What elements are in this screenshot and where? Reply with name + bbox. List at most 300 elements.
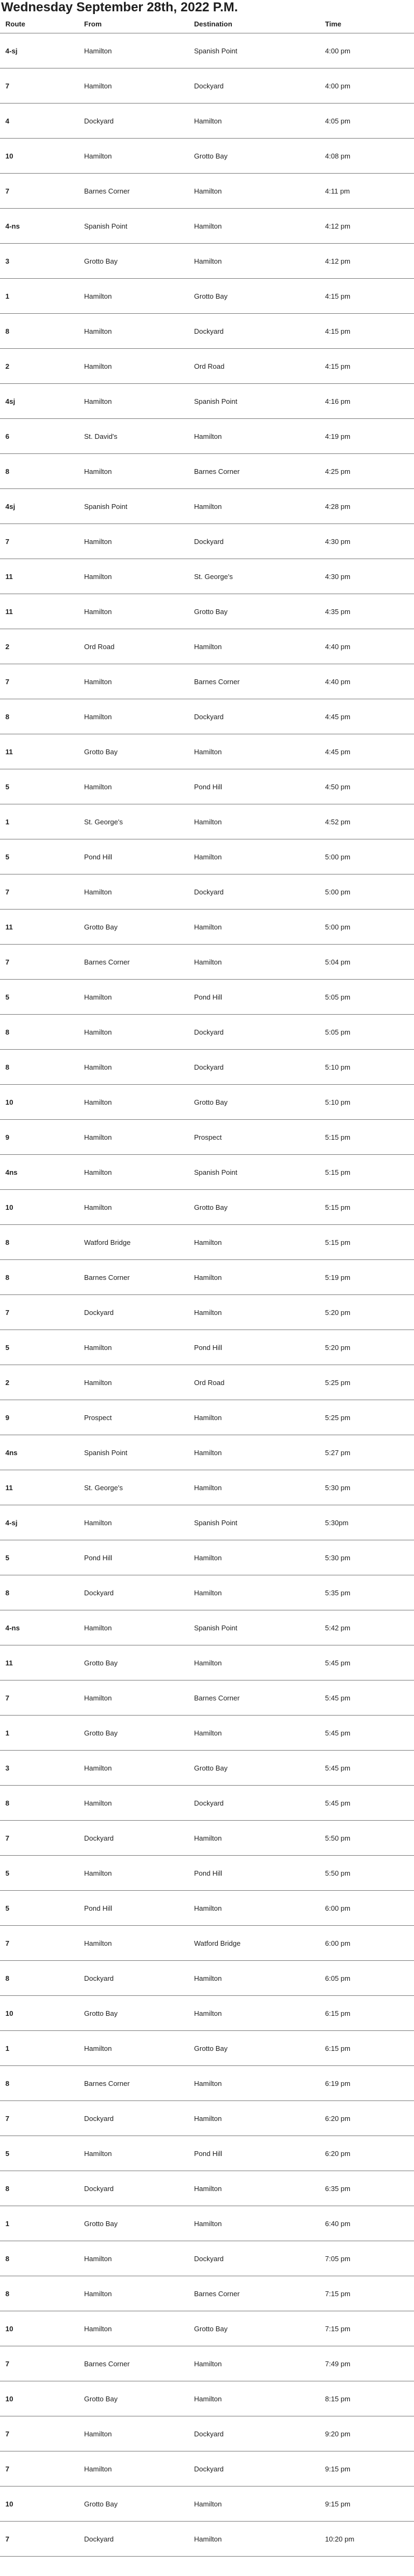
table-row xyxy=(0,1330,414,1365)
time-cell: 4:25 pm xyxy=(320,454,414,489)
time-cell: 4:00 pm xyxy=(320,33,414,68)
destination-cell: Grotto Bay xyxy=(189,139,320,174)
from-cell: Hamilton xyxy=(79,454,189,489)
time-cell: 4:15 pm xyxy=(320,314,414,349)
from-cell: Hamilton xyxy=(79,2276,189,2311)
table-row xyxy=(0,139,414,174)
table-row xyxy=(0,1821,414,1856)
from-cell: Hamilton xyxy=(79,2416,189,2451)
from-cell: Pond Hill xyxy=(79,1891,189,1926)
from-cell: Hamilton xyxy=(79,559,189,594)
time-cell: 9:20 pm xyxy=(320,2416,414,2451)
destination-cell: Grotto Bay xyxy=(189,1190,320,1225)
destination-cell: Hamilton xyxy=(189,419,320,454)
time-cell: 5:25 pm xyxy=(320,1365,414,1400)
route-cell: 7 xyxy=(0,945,79,980)
from-cell: Hamilton xyxy=(79,769,189,804)
time-cell: 5:50 pm xyxy=(320,1856,414,1891)
destination-cell: Dockyard xyxy=(189,1786,320,1821)
route-cell: 4 xyxy=(0,104,79,139)
from-cell: Hamilton xyxy=(79,874,189,910)
table-row xyxy=(0,945,414,980)
table-row xyxy=(0,419,414,454)
table-row xyxy=(0,804,414,839)
destination-cell: Dockyard xyxy=(189,2416,320,2451)
time-cell: 5:42 pm xyxy=(320,1610,414,1645)
table-row xyxy=(0,454,414,489)
table-row xyxy=(0,1891,414,1926)
route-cell: 5 xyxy=(0,839,79,874)
table-row xyxy=(0,559,414,594)
route-cell: 8 xyxy=(0,1961,79,1996)
table-row xyxy=(0,2171,414,2206)
route-cell: 7 xyxy=(0,1926,79,1961)
destination-cell: Pond Hill xyxy=(189,980,320,1015)
table-row xyxy=(0,349,414,384)
route-cell: 4ns xyxy=(0,1155,79,1190)
destination-cell: Spanish Point xyxy=(189,33,320,68)
table-row xyxy=(0,1225,414,1260)
route-cell: 7 xyxy=(0,2416,79,2451)
from-cell: Spanish Point xyxy=(79,489,189,524)
table-row xyxy=(0,1575,414,1610)
route-cell: 1 xyxy=(0,1716,79,1751)
from-cell: Hamilton xyxy=(79,2136,189,2171)
route-cell: 4-ns xyxy=(0,1610,79,1645)
destination-cell: Hamilton xyxy=(189,209,320,244)
route-cell: 4sj xyxy=(0,489,79,524)
route-cell: 10 xyxy=(0,2311,79,2346)
route-cell: 9 xyxy=(0,1400,79,1435)
destination-cell: Spanish Point xyxy=(189,1610,320,1645)
table-row xyxy=(0,1926,414,1961)
time-cell: 5:19 pm xyxy=(320,1260,414,1295)
route-cell: 7 xyxy=(0,2451,79,2487)
from-cell: Hamilton xyxy=(79,1926,189,1961)
table-row xyxy=(0,33,414,68)
route-cell: 11 xyxy=(0,734,79,769)
from-cell: Ord Road xyxy=(79,629,189,664)
time-cell: 5:10 pm xyxy=(320,1050,414,1085)
route-cell: 1 xyxy=(0,2031,79,2066)
from-cell: Hamilton xyxy=(79,1015,189,1050)
destination-cell: Hamilton xyxy=(189,629,320,664)
table-row xyxy=(0,1470,414,1505)
from-cell: Hamilton xyxy=(79,1050,189,1085)
destination-cell: Hamilton xyxy=(189,2101,320,2136)
table-row xyxy=(0,1505,414,1540)
table-row xyxy=(0,769,414,804)
destination-cell: Pond Hill xyxy=(189,1330,320,1365)
from-cell: Hamilton xyxy=(79,33,189,68)
page-title: Wednesday September 28th, 2022 P.M. xyxy=(1,0,238,15)
table-row xyxy=(0,1260,414,1295)
time-cell: 6:15 pm xyxy=(320,1996,414,2031)
from-cell: Grotto Bay xyxy=(79,1716,189,1751)
from-cell: Grotto Bay xyxy=(79,910,189,945)
from-cell: Pond Hill xyxy=(79,1540,189,1575)
table-row xyxy=(0,1716,414,1751)
from-cell: St. George's xyxy=(79,1470,189,1505)
from-cell: Dockyard xyxy=(79,2101,189,2136)
time-cell: 6:20 pm xyxy=(320,2101,414,2136)
from-cell: Grotto Bay xyxy=(79,2206,189,2241)
destination-cell: Dockyard xyxy=(189,699,320,734)
table-row xyxy=(0,2487,414,2522)
time-cell: 5:00 pm xyxy=(320,874,414,910)
time-cell: 4:05 pm xyxy=(320,104,414,139)
from-cell: Hamilton xyxy=(79,68,189,104)
destination-cell: Hamilton xyxy=(189,1575,320,1610)
table-row xyxy=(0,594,414,629)
from-cell: Hamilton xyxy=(79,1330,189,1365)
table-row xyxy=(0,2276,414,2311)
table-row xyxy=(0,524,414,559)
route-cell: 5 xyxy=(0,1540,79,1575)
from-cell: Hamilton xyxy=(79,1085,189,1120)
destination-cell: Hamilton xyxy=(189,2487,320,2522)
table-row xyxy=(0,1645,414,1680)
table-header-row xyxy=(0,15,414,33)
table-row xyxy=(0,980,414,1015)
destination-cell: Dockyard xyxy=(189,1050,320,1085)
time-cell: 5:35 pm xyxy=(320,1575,414,1610)
from-cell: Barnes Corner xyxy=(79,2066,189,2101)
table-row xyxy=(0,1295,414,1330)
time-cell: 5:05 pm xyxy=(320,980,414,1015)
destination-cell: Dockyard xyxy=(189,2241,320,2276)
route-cell: 5 xyxy=(0,1856,79,1891)
from-cell: Hamilton xyxy=(79,1505,189,1540)
destination-cell: Barnes Corner xyxy=(189,1680,320,1716)
from-cell: Hamilton xyxy=(79,664,189,699)
time-cell: 5:45 pm xyxy=(320,1716,414,1751)
from-cell: Dockyard xyxy=(79,2171,189,2206)
destination-cell: Pond Hill xyxy=(189,2136,320,2171)
table-body xyxy=(0,33,414,2557)
route-cell: 8 xyxy=(0,1786,79,1821)
time-cell: 4:40 pm xyxy=(320,629,414,664)
from-cell: Prospect xyxy=(79,1400,189,1435)
destination-cell: Watford Bridge xyxy=(189,1926,320,1961)
from-cell: Grotto Bay xyxy=(79,2487,189,2522)
destination-cell: Hamilton xyxy=(189,1645,320,1680)
from-cell: Spanish Point xyxy=(79,209,189,244)
table-row xyxy=(0,1961,414,1996)
table-row xyxy=(0,68,414,104)
destination-cell: Hamilton xyxy=(189,244,320,279)
time-cell: 4:30 pm xyxy=(320,559,414,594)
destination-cell: Pond Hill xyxy=(189,1856,320,1891)
from-cell: Grotto Bay xyxy=(79,1645,189,1680)
table-row xyxy=(0,489,414,524)
table-row xyxy=(0,1540,414,1575)
table-row xyxy=(0,1015,414,1050)
from-cell: Spanish Point xyxy=(79,1435,189,1470)
time-cell: 6:00 pm xyxy=(320,1926,414,1961)
destination-cell: Hamilton xyxy=(189,734,320,769)
from-cell: St. David's xyxy=(79,419,189,454)
time-cell: 4:52 pm xyxy=(320,804,414,839)
destination-cell: Hamilton xyxy=(189,1225,320,1260)
from-cell: Hamilton xyxy=(79,384,189,419)
destination-cell: Grotto Bay xyxy=(189,2031,320,2066)
destination-cell: Barnes Corner xyxy=(189,2276,320,2311)
table-row xyxy=(0,874,414,910)
time-cell: 9:15 pm xyxy=(320,2451,414,2487)
time-cell: 5:45 pm xyxy=(320,1680,414,1716)
destination-cell: Hamilton xyxy=(189,945,320,980)
table-row xyxy=(0,314,414,349)
destination-cell: Hamilton xyxy=(189,804,320,839)
from-cell: Hamilton xyxy=(79,1786,189,1821)
time-cell: 6:05 pm xyxy=(320,1961,414,1996)
time-cell: 5:27 pm xyxy=(320,1435,414,1470)
table-row xyxy=(0,2381,414,2416)
route-cell: 7 xyxy=(0,664,79,699)
table-row xyxy=(0,2451,414,2487)
time-cell: 6:40 pm xyxy=(320,2206,414,2241)
time-cell: 5:30 pm xyxy=(320,1540,414,1575)
time-cell: 10:20 pm xyxy=(320,2522,414,2557)
table-row xyxy=(0,629,414,664)
route-cell: 5 xyxy=(0,1330,79,1365)
table-row xyxy=(0,1050,414,1085)
route-cell: 8 xyxy=(0,2066,79,2101)
time-cell: 4:28 pm xyxy=(320,489,414,524)
from-cell: Hamilton xyxy=(79,1155,189,1190)
table-row xyxy=(0,2206,414,2241)
from-cell: Hamilton xyxy=(79,1120,189,1155)
from-cell: Grotto Bay xyxy=(79,244,189,279)
time-cell: 7:15 pm xyxy=(320,2311,414,2346)
table-row xyxy=(0,1400,414,1435)
route-cell: 8 xyxy=(0,1015,79,1050)
destination-cell: Grotto Bay xyxy=(189,1085,320,1120)
time-cell: 6:15 pm xyxy=(320,2031,414,2066)
time-cell: 4:35 pm xyxy=(320,594,414,629)
from-cell: Barnes Corner xyxy=(79,2346,189,2381)
table-row xyxy=(0,1856,414,1891)
from-cell: Hamilton xyxy=(79,1751,189,1786)
destination-cell: Dockyard xyxy=(189,68,320,104)
time-cell: 5:04 pm xyxy=(320,945,414,980)
time-cell: 5:10 pm xyxy=(320,1085,414,1120)
route-cell: 8 xyxy=(0,699,79,734)
destination-cell: Grotto Bay xyxy=(189,594,320,629)
route-cell: 5 xyxy=(0,980,79,1015)
destination-cell: Barnes Corner xyxy=(189,664,320,699)
route-cell: 8 xyxy=(0,454,79,489)
column-header-from: From xyxy=(79,15,189,33)
from-cell: Hamilton xyxy=(79,2311,189,2346)
route-cell: 8 xyxy=(0,1575,79,1610)
from-cell: Hamilton xyxy=(79,349,189,384)
route-cell: 1 xyxy=(0,804,79,839)
route-cell: 8 xyxy=(0,2276,79,2311)
route-cell: 7 xyxy=(0,174,79,209)
from-cell: St. George's xyxy=(79,804,189,839)
route-cell: 10 xyxy=(0,1190,79,1225)
table-row xyxy=(0,1680,414,1716)
destination-cell: Hamilton xyxy=(189,174,320,209)
route-cell: 4sj xyxy=(0,384,79,419)
from-cell: Hamilton xyxy=(79,1856,189,1891)
table-row xyxy=(0,2101,414,2136)
table-row xyxy=(0,2522,414,2557)
time-cell: 5:15 pm xyxy=(320,1155,414,1190)
time-cell: 5:50 pm xyxy=(320,1821,414,1856)
time-cell: 6:00 pm xyxy=(320,1891,414,1926)
table-row xyxy=(0,1996,414,2031)
time-cell: 4:45 pm xyxy=(320,734,414,769)
from-cell: Hamilton xyxy=(79,699,189,734)
time-cell: 4:30 pm xyxy=(320,524,414,559)
route-cell: 10 xyxy=(0,1996,79,2031)
route-cell: 7 xyxy=(0,1295,79,1330)
destination-cell: Hamilton xyxy=(189,1996,320,2031)
time-cell: 5:45 pm xyxy=(320,1645,414,1680)
route-cell: 8 xyxy=(0,314,79,349)
route-cell: 5 xyxy=(0,2136,79,2171)
route-cell: 2 xyxy=(0,1365,79,1400)
table-row xyxy=(0,1085,414,1120)
from-cell: Dockyard xyxy=(79,1821,189,1856)
from-cell: Grotto Bay xyxy=(79,734,189,769)
from-cell: Hamilton xyxy=(79,980,189,1015)
from-cell: Hamilton xyxy=(79,1610,189,1645)
table-row xyxy=(0,104,414,139)
route-cell: 7 xyxy=(0,68,79,104)
time-cell: 5:15 pm xyxy=(320,1190,414,1225)
destination-cell: Ord Road xyxy=(189,349,320,384)
table-row xyxy=(0,384,414,419)
time-cell: 7:05 pm xyxy=(320,2241,414,2276)
table-row xyxy=(0,2311,414,2346)
from-cell: Hamilton xyxy=(79,139,189,174)
route-cell: 1 xyxy=(0,279,79,314)
time-cell: 9:15 pm xyxy=(320,2487,414,2522)
route-cell: 4-ns xyxy=(0,209,79,244)
route-cell: 4-sj xyxy=(0,1505,79,1540)
from-cell: Dockyard xyxy=(79,1575,189,1610)
route-cell: 11 xyxy=(0,1470,79,1505)
route-cell: 8 xyxy=(0,2241,79,2276)
route-cell: 4-sj xyxy=(0,33,79,68)
route-cell: 5 xyxy=(0,1891,79,1926)
time-cell: 4:12 pm xyxy=(320,209,414,244)
table-row xyxy=(0,2031,414,2066)
destination-cell: Barnes Corner xyxy=(189,454,320,489)
route-cell: 11 xyxy=(0,1645,79,1680)
destination-cell: Hamilton xyxy=(189,2522,320,2557)
table-row xyxy=(0,1155,414,1190)
from-cell: Hamilton xyxy=(79,524,189,559)
from-cell: Hamilton xyxy=(79,1190,189,1225)
time-cell: 5:30 pm xyxy=(320,1470,414,1505)
time-cell: 8:15 pm xyxy=(320,2381,414,2416)
from-cell: Hamilton xyxy=(79,1680,189,1716)
time-cell: 5:15 pm xyxy=(320,1225,414,1260)
destination-cell: Hamilton xyxy=(189,1470,320,1505)
time-cell: 4:19 pm xyxy=(320,419,414,454)
route-cell: 10 xyxy=(0,1085,79,1120)
from-cell: Grotto Bay xyxy=(79,2381,189,2416)
time-cell: 7:15 pm xyxy=(320,2276,414,2311)
destination-cell: Hamilton xyxy=(189,2066,320,2101)
time-cell: 5:45 pm xyxy=(320,1786,414,1821)
table-row xyxy=(0,209,414,244)
table-row xyxy=(0,839,414,874)
route-cell: 7 xyxy=(0,2346,79,2381)
from-cell: Watford Bridge xyxy=(79,1225,189,1260)
destination-cell: Pond Hill xyxy=(189,769,320,804)
table-row xyxy=(0,1435,414,1470)
destination-cell: Hamilton xyxy=(189,489,320,524)
table-row xyxy=(0,2416,414,2451)
time-cell: 5:05 pm xyxy=(320,1015,414,1050)
destination-cell: Spanish Point xyxy=(189,384,320,419)
destination-cell: Dockyard xyxy=(189,314,320,349)
time-cell: 4:00 pm xyxy=(320,68,414,104)
route-cell: 11 xyxy=(0,559,79,594)
table-row xyxy=(0,1190,414,1225)
route-cell: 4ns xyxy=(0,1435,79,1470)
from-cell: Barnes Corner xyxy=(79,1260,189,1295)
from-cell: Hamilton xyxy=(79,594,189,629)
destination-cell: Hamilton xyxy=(189,1891,320,1926)
time-cell: 4:40 pm xyxy=(320,664,414,699)
time-cell: 4:15 pm xyxy=(320,349,414,384)
destination-cell: Hamilton xyxy=(189,1540,320,1575)
time-cell: 5:20 pm xyxy=(320,1330,414,1365)
destination-cell: Hamilton xyxy=(189,2381,320,2416)
destination-cell: Hamilton xyxy=(189,2346,320,2381)
from-cell: Barnes Corner xyxy=(79,174,189,209)
destination-cell: Hamilton xyxy=(189,1260,320,1295)
destination-cell: Hamilton xyxy=(189,2171,320,2206)
table-row xyxy=(0,734,414,769)
destination-cell: Hamilton xyxy=(189,2206,320,2241)
from-cell: Dockyard xyxy=(79,1961,189,1996)
from-cell: Hamilton xyxy=(79,2241,189,2276)
from-cell: Hamilton xyxy=(79,314,189,349)
bus-schedule-table xyxy=(0,15,414,2557)
time-cell: 4:12 pm xyxy=(320,244,414,279)
time-cell: 7:49 pm xyxy=(320,2346,414,2381)
destination-cell: Dockyard xyxy=(189,1015,320,1050)
destination-cell: Hamilton xyxy=(189,1821,320,1856)
table-row xyxy=(0,279,414,314)
route-cell: 8 xyxy=(0,1050,79,1085)
table-row xyxy=(0,1751,414,1786)
destination-cell: Hamilton xyxy=(189,839,320,874)
route-cell: 3 xyxy=(0,1751,79,1786)
destination-cell: Hamilton xyxy=(189,1435,320,1470)
time-cell: 5:20 pm xyxy=(320,1295,414,1330)
destination-cell: Hamilton xyxy=(189,910,320,945)
from-cell: Hamilton xyxy=(79,2031,189,2066)
from-cell: Dockyard xyxy=(79,2522,189,2557)
from-cell: Dockyard xyxy=(79,104,189,139)
time-cell: 4:15 pm xyxy=(320,279,414,314)
route-cell: 10 xyxy=(0,2381,79,2416)
time-cell: 5:15 pm xyxy=(320,1120,414,1155)
route-cell: 5 xyxy=(0,769,79,804)
table-row xyxy=(0,1120,414,1155)
route-cell: 7 xyxy=(0,1680,79,1716)
column-header-time: Time xyxy=(320,15,414,33)
